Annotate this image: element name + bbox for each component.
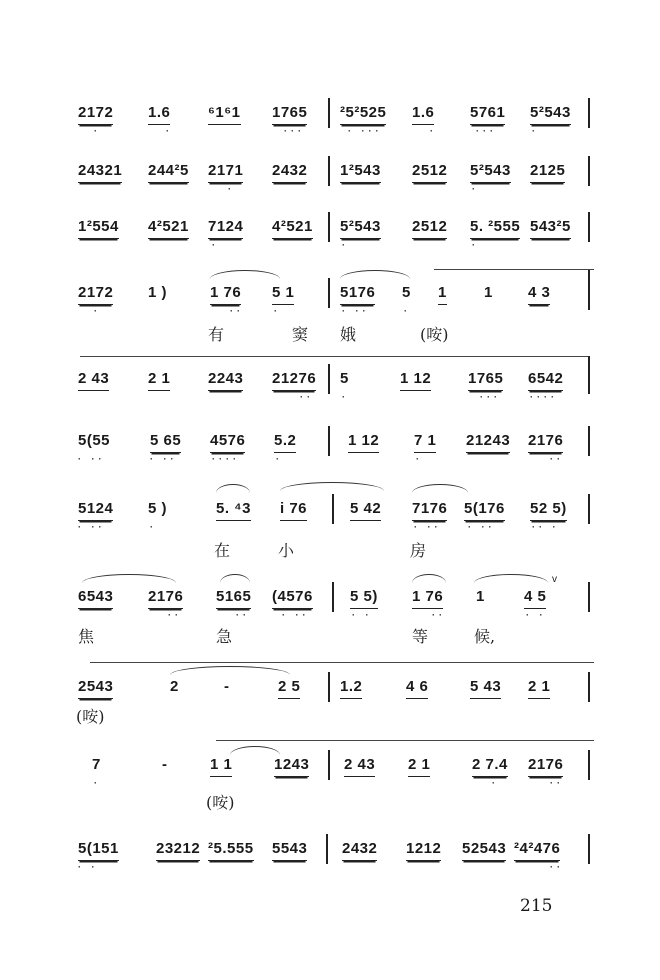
slur-line [80, 356, 588, 357]
barline [328, 672, 330, 702]
note-group: 4576 ···· [210, 432, 246, 464]
barline [588, 582, 590, 612]
slur [474, 574, 548, 583]
note-group: 2176 ·· [528, 756, 564, 788]
lyric: 房 [410, 541, 427, 560]
barline [588, 270, 590, 310]
note-group: 5²543 · [340, 218, 381, 250]
note-group: 5 5) · · [350, 588, 378, 620]
note-group: 2 1 [528, 678, 550, 699]
note-group: 5 ) · [148, 500, 168, 532]
note-group: 1 1 [210, 756, 232, 777]
barline [328, 750, 330, 780]
barline [588, 426, 590, 456]
note-group: 5²543 · [530, 104, 571, 136]
score-row-3 [78, 218, 598, 258]
barline [588, 494, 590, 524]
slur [216, 484, 250, 493]
note-group: 1 12 [400, 370, 431, 391]
lyric: (咹) [206, 793, 235, 812]
note-group: 5124 · ·· [78, 500, 114, 532]
note-group: 7124 · [208, 218, 244, 250]
note-group: 2512 [412, 162, 447, 183]
note-group: 1.6 · [148, 104, 173, 136]
note-group: 5. ⁴3 [216, 500, 251, 521]
note-group: 1212 [406, 840, 441, 861]
note-group: 1 [438, 284, 447, 305]
note-group: 5176 · ·· [340, 284, 376, 316]
barline [326, 834, 328, 864]
note-group: ²5²525 · ··· [340, 104, 387, 136]
slur [412, 574, 446, 583]
note-group: 5(151 · · [78, 840, 119, 872]
note-group: 2243 [208, 370, 243, 391]
note-group: ⁶1⁶1 [208, 104, 241, 125]
note-group: 5.2 · [274, 432, 297, 464]
note-group: 244²5 [148, 162, 189, 183]
breath-mark: v [552, 574, 557, 585]
note-group: 5543 [272, 840, 307, 861]
note-group: 7176 · ·· [412, 500, 448, 532]
note-group: 4²521 [148, 218, 189, 239]
note-group: - [162, 756, 168, 773]
slur [340, 270, 410, 279]
note-group: 7 1 · [414, 432, 437, 464]
score-row-4 [78, 284, 598, 344]
slur-line [90, 662, 594, 663]
note-group: 5761 ··· [470, 104, 506, 136]
score-row-11 [78, 840, 598, 880]
note-group: 23212 [156, 840, 200, 861]
barline [328, 364, 330, 394]
note-group: 5 · [340, 370, 349, 402]
barline [588, 212, 590, 242]
note-group: 2 1 [408, 756, 430, 777]
note-group: 4²521 [272, 218, 313, 239]
score-row-5 [78, 370, 598, 410]
slur-line [216, 740, 594, 741]
barline [332, 582, 334, 612]
note-group: 1 [476, 588, 485, 605]
score-row-2 [78, 162, 598, 202]
score-row-9 [76, 678, 598, 726]
note-group: 1765 ··· [272, 104, 308, 136]
lyric: 在 [214, 541, 231, 560]
note-group: 1²543 [340, 162, 381, 183]
note-group: - [224, 678, 230, 695]
lyric: 候, [474, 627, 496, 646]
note-group: 2543 [78, 678, 113, 699]
note-group: (4576 · ·· [272, 588, 313, 620]
barline [588, 750, 590, 780]
note-group: 1 76 ·· [210, 284, 244, 316]
note-group: 1.6 · [412, 104, 437, 136]
note-group: 2432 [272, 162, 307, 183]
lyric: 有 [208, 325, 225, 344]
lyric: 小 [278, 541, 295, 560]
note-group: 1243 [274, 756, 309, 777]
slur [412, 484, 468, 493]
note-group: 1 76 ·· [412, 588, 446, 620]
note-group: 4 3 [528, 284, 550, 305]
note-group: 21243 [466, 432, 510, 453]
barline [588, 834, 590, 864]
note-group: 2171 · [208, 162, 244, 194]
note-group: 543²5 [530, 218, 571, 239]
note-group: 5(55 · ·· [78, 432, 111, 464]
note-group: 5 42 [350, 500, 381, 521]
score-row-6 [78, 432, 598, 472]
note-group: 4 5 · · [524, 588, 547, 620]
note-group: 2172 · [78, 104, 114, 136]
note-group: i 76 [280, 500, 307, 521]
note-group: 1 ) [148, 284, 168, 301]
lyric: (咹) [76, 707, 105, 726]
score-row-8 [78, 574, 598, 646]
barline [332, 494, 334, 524]
note-group: 5 65 · ·· [150, 432, 182, 464]
barline [328, 278, 330, 308]
slur [220, 574, 250, 583]
barline [328, 98, 330, 128]
lyric: 娥 [340, 325, 357, 344]
note-group: 5 1 · [272, 284, 295, 316]
note-group: 1 12 [348, 432, 379, 453]
note-group: 2 1 [148, 370, 170, 391]
lyric: 等 [412, 627, 429, 646]
note-group: 1.2 [340, 678, 362, 699]
barline [588, 98, 590, 128]
note-group: 52 5) ·· · [530, 500, 567, 532]
page-number: 215 [520, 896, 553, 916]
note-group: 24321 [78, 162, 122, 183]
note-group: 2 7.4 · [472, 756, 508, 788]
note-group: 2432 [342, 840, 377, 861]
slur [280, 482, 384, 491]
note-group: 5165 ·· [216, 588, 252, 620]
note-group: 1²554 [78, 218, 119, 239]
note-group: 21276 ·· [272, 370, 317, 402]
lyric: 焦 [78, 627, 95, 646]
note-group: ²5.555 [208, 840, 254, 861]
note-group: ²4²476 ·· [514, 840, 564, 872]
slur-line [434, 269, 594, 270]
note-group: 6542 ···· [528, 370, 564, 402]
note-group: 4 6 [406, 678, 428, 699]
barline [588, 672, 590, 702]
note-group: 1765 ··· [468, 370, 504, 402]
note-group: 5 · [402, 284, 411, 316]
slur [230, 746, 280, 755]
note-group: 2 43 [78, 370, 109, 391]
score-row-1 [78, 104, 598, 144]
note-group: 2512 [412, 218, 447, 239]
note-group: 2176 ·· [148, 588, 184, 620]
note-group: 5. ²555 · [470, 218, 521, 250]
slur [210, 270, 280, 279]
barline [588, 356, 590, 394]
score-row-7 [78, 500, 598, 560]
score-row-10 [78, 756, 598, 812]
lyric: (咹) [420, 325, 449, 344]
lyric: 窦 [292, 325, 309, 344]
barline [588, 156, 590, 186]
barline [328, 212, 330, 242]
note-group: 2 5 [278, 678, 300, 699]
note-group: 2172 · [78, 284, 114, 316]
note-group: 2 43 [344, 756, 375, 777]
note-group: 7 · [92, 756, 101, 788]
note-group: 5(176 · ·· [464, 500, 505, 532]
note-group: 2 [170, 678, 179, 695]
slur [170, 666, 290, 675]
slur [82, 574, 176, 583]
note-group: 5 43 [470, 678, 501, 699]
note-group: 2176 ·· [528, 432, 564, 464]
barline [328, 426, 330, 456]
lyric: 急 [216, 627, 233, 646]
note-group: 1 [484, 284, 493, 301]
barline [328, 156, 330, 186]
note-group: 2125 [530, 162, 565, 183]
note-group: 5²543 · [470, 162, 511, 194]
note-group: 6543 [78, 588, 113, 609]
note-group: 52543 [462, 840, 506, 861]
